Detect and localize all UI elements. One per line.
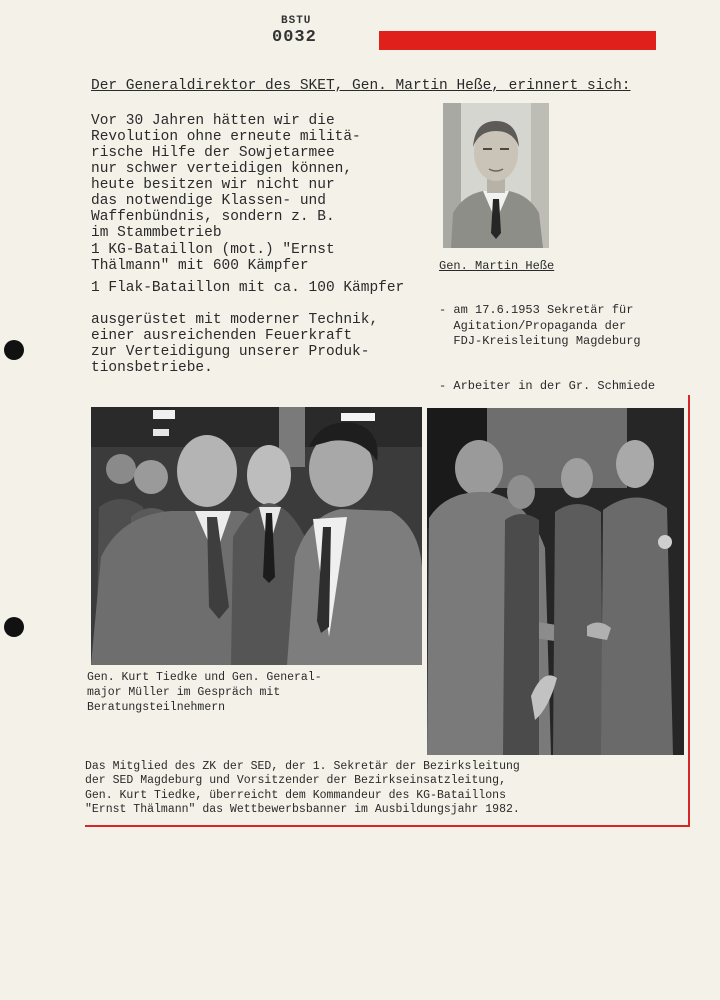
photo-caption-1: Gen. Kurt Tiedke und Gen. General- major Müller im Gespräch mit Beratungsteilnehmern (87, 671, 322, 714)
bio-name: Gen. Martin Heße (439, 259, 555, 273)
photo-caption-2: Das Mitglied des ZK der SED, der 1. Sekretär der Bezirksleitung der SED Magdeburg und Vorsitzender der Bezirkseinsatzleitung, Gen. Kurt Tiedke, überreicht dem Kommandeur des KG-Bataillons "Ernst Thälmann" das Wettbewerbsbanner im Ausbildungsjahr 1982. (85, 760, 520, 817)
body-paragraph-2: 1 KG-Bataillon (mot.) "Ernst Thälmann" mit 600 Kämpfer (91, 242, 335, 274)
red-marker-bar (379, 31, 656, 50)
archive-page-number: 0032 (272, 28, 317, 47)
archive-stamp: BSTU (281, 15, 312, 27)
photo-ceremony (427, 408, 684, 755)
punch-hole (4, 617, 24, 637)
red-frame-vertical (688, 395, 690, 827)
body-paragraph-4: ausgerüstet mit moderner Technik, einer ausreichenden Feuerkraft zur Verteidigung unserer Produk- tionsbetriebe. (91, 312, 379, 376)
photo-conversation (91, 407, 422, 665)
body-paragraph-3: 1 Flak-Bataillon mit ca. 100 Kämpfer (91, 280, 405, 296)
bio-item: - Arbeiter in der Gr. Schmiede (439, 379, 656, 394)
bio-item: - am 17.6.1953 Sekretär für Agitation/Propaganda der FDJ-Kreisleitung Magdeburg (439, 303, 641, 348)
page-heading: Der Generaldirektor des SKET, Gen. Martin Heße, erinnert sich: (91, 78, 631, 94)
red-frame-horizontal (85, 825, 690, 827)
punch-hole (4, 340, 24, 360)
portrait-photo (443, 103, 549, 248)
body-paragraph-1: Vor 30 Jahren hätten wir die Revolution ohne erneute militä- rische Hilfe der Sowjetarmee nur schwer verteidigen können, heute besitzen wir nicht nur das notwendige Klassen- und Waffenbündnis, sondern z. B. im Stammbetrieb (91, 113, 361, 241)
